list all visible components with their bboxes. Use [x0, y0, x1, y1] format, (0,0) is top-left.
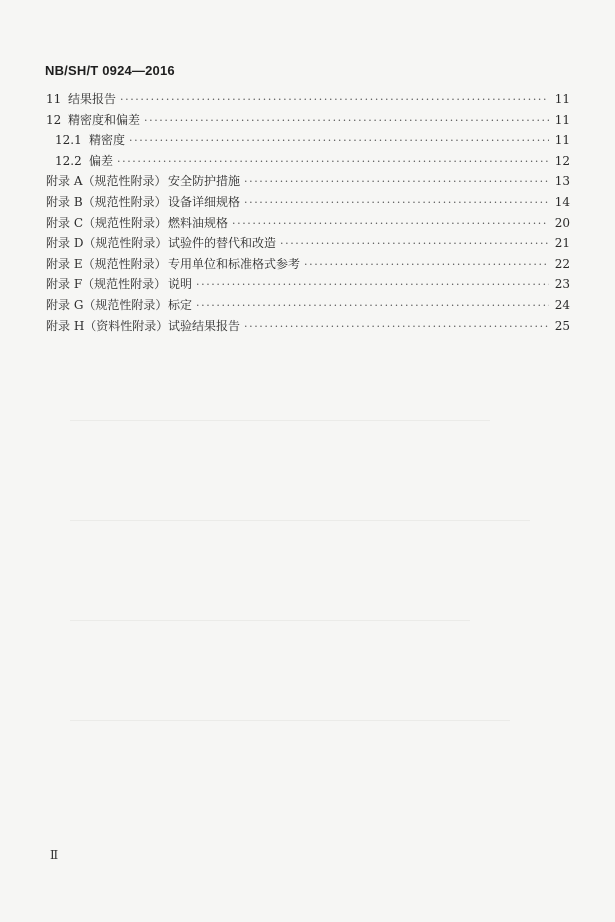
dot-leader — [144, 114, 549, 127]
toc-entry-number: 11 — [46, 92, 62, 106]
toc-entry-page: 13 — [554, 174, 570, 189]
toc-entry-number: 12.2 — [55, 153, 82, 168]
dot-leader — [120, 93, 549, 106]
toc-entry-page: 24 — [554, 297, 570, 312]
toc-entry-number: 12.1 — [55, 133, 82, 148]
show-through-line — [70, 520, 530, 521]
toc-entry-title: 结果报告 — [68, 92, 117, 106]
dot-leader — [244, 320, 549, 333]
standard-code-header: NB/SH/T 0924—2016 — [45, 63, 175, 78]
toc-entry-annex-g[interactable] — [46, 296, 570, 317]
toc-entry-page: 20 — [554, 215, 570, 230]
page-number: Ⅱ — [50, 848, 59, 862]
dot-leader — [244, 196, 549, 209]
toc-entry-number: 附录 D（规范性附录） — [46, 236, 168, 251]
toc-entry-title: 精密度和偏差 — [68, 112, 141, 127]
table-of-contents — [46, 90, 570, 337]
toc-entry-12-1[interactable] — [46, 131, 570, 152]
dot-leader — [304, 258, 549, 271]
toc-entry-page: 11 — [554, 133, 570, 148]
toc-entry-title: 燃料油规格 — [168, 215, 229, 230]
toc-entry-number: 附录 H（资料性附录） — [46, 318, 169, 333]
toc-entry-annex-c[interactable] — [46, 214, 570, 235]
dot-leader — [129, 134, 549, 147]
dot-leader — [196, 299, 549, 312]
toc-entry-number: 附录 C（规范性附录） — [46, 215, 167, 230]
dot-leader — [244, 175, 549, 188]
toc-entry-title: 专用单位和标准格式参考 — [168, 256, 301, 271]
dot-leader — [117, 155, 549, 168]
toc-entry-number: 12 — [46, 112, 62, 127]
toc-entry-page: 22 — [554, 256, 570, 271]
show-through-line — [70, 720, 510, 721]
show-through-line — [70, 420, 490, 421]
toc-entry-12-2[interactable] — [46, 152, 570, 173]
toc-entry-page: 25 — [554, 318, 570, 333]
dot-leader — [280, 237, 549, 250]
toc-entry-annex-h[interactable] — [46, 317, 570, 338]
toc-entry-page: 14 — [554, 194, 570, 209]
toc-entry-title: 标定 — [168, 297, 193, 312]
toc-entry-title: 说明 — [168, 277, 193, 292]
toc-entry-annex-d[interactable] — [46, 234, 570, 255]
toc-entry-annex-b[interactable] — [46, 193, 570, 214]
toc-entry-title: 试验件的替代和改造 — [168, 236, 277, 251]
dot-leader — [232, 217, 549, 230]
toc-entry-page: 23 — [554, 277, 570, 292]
dot-leader — [196, 278, 549, 291]
toc-entry-title: 设备详细规格 — [168, 194, 241, 209]
toc-entry-annex-e[interactable] — [46, 255, 570, 276]
toc-entry-title: 安全防护措施 — [168, 174, 241, 189]
show-through-line — [70, 620, 470, 621]
toc-entry-12[interactable] — [46, 111, 570, 132]
toc-entry-number: 附录 A（规范性附录） — [46, 174, 167, 189]
toc-entry-page: 11 — [554, 112, 570, 127]
toc-entry-number: 附录 F（规范性附录） — [46, 277, 167, 292]
toc-entry-page: 11 — [554, 92, 570, 106]
toc-entry-title: 偏差 — [89, 153, 114, 168]
toc-entry-number: 附录 B（规范性附录） — [46, 194, 167, 209]
toc-entry-page: 21 — [554, 236, 570, 251]
toc-entry-title: 试验结果报告 — [168, 318, 241, 333]
toc-entry-number: 附录 G（规范性附录） — [46, 297, 168, 312]
toc-entry-title: 精密度 — [89, 133, 126, 148]
toc-entry-annex-f[interactable] — [46, 275, 570, 296]
toc-entry-11[interactable] — [46, 90, 570, 111]
toc-entry-page: 12 — [554, 153, 570, 168]
toc-entry-number: 附录 E（规范性附录） — [46, 256, 167, 271]
toc-entry-annex-a[interactable] — [46, 172, 570, 193]
